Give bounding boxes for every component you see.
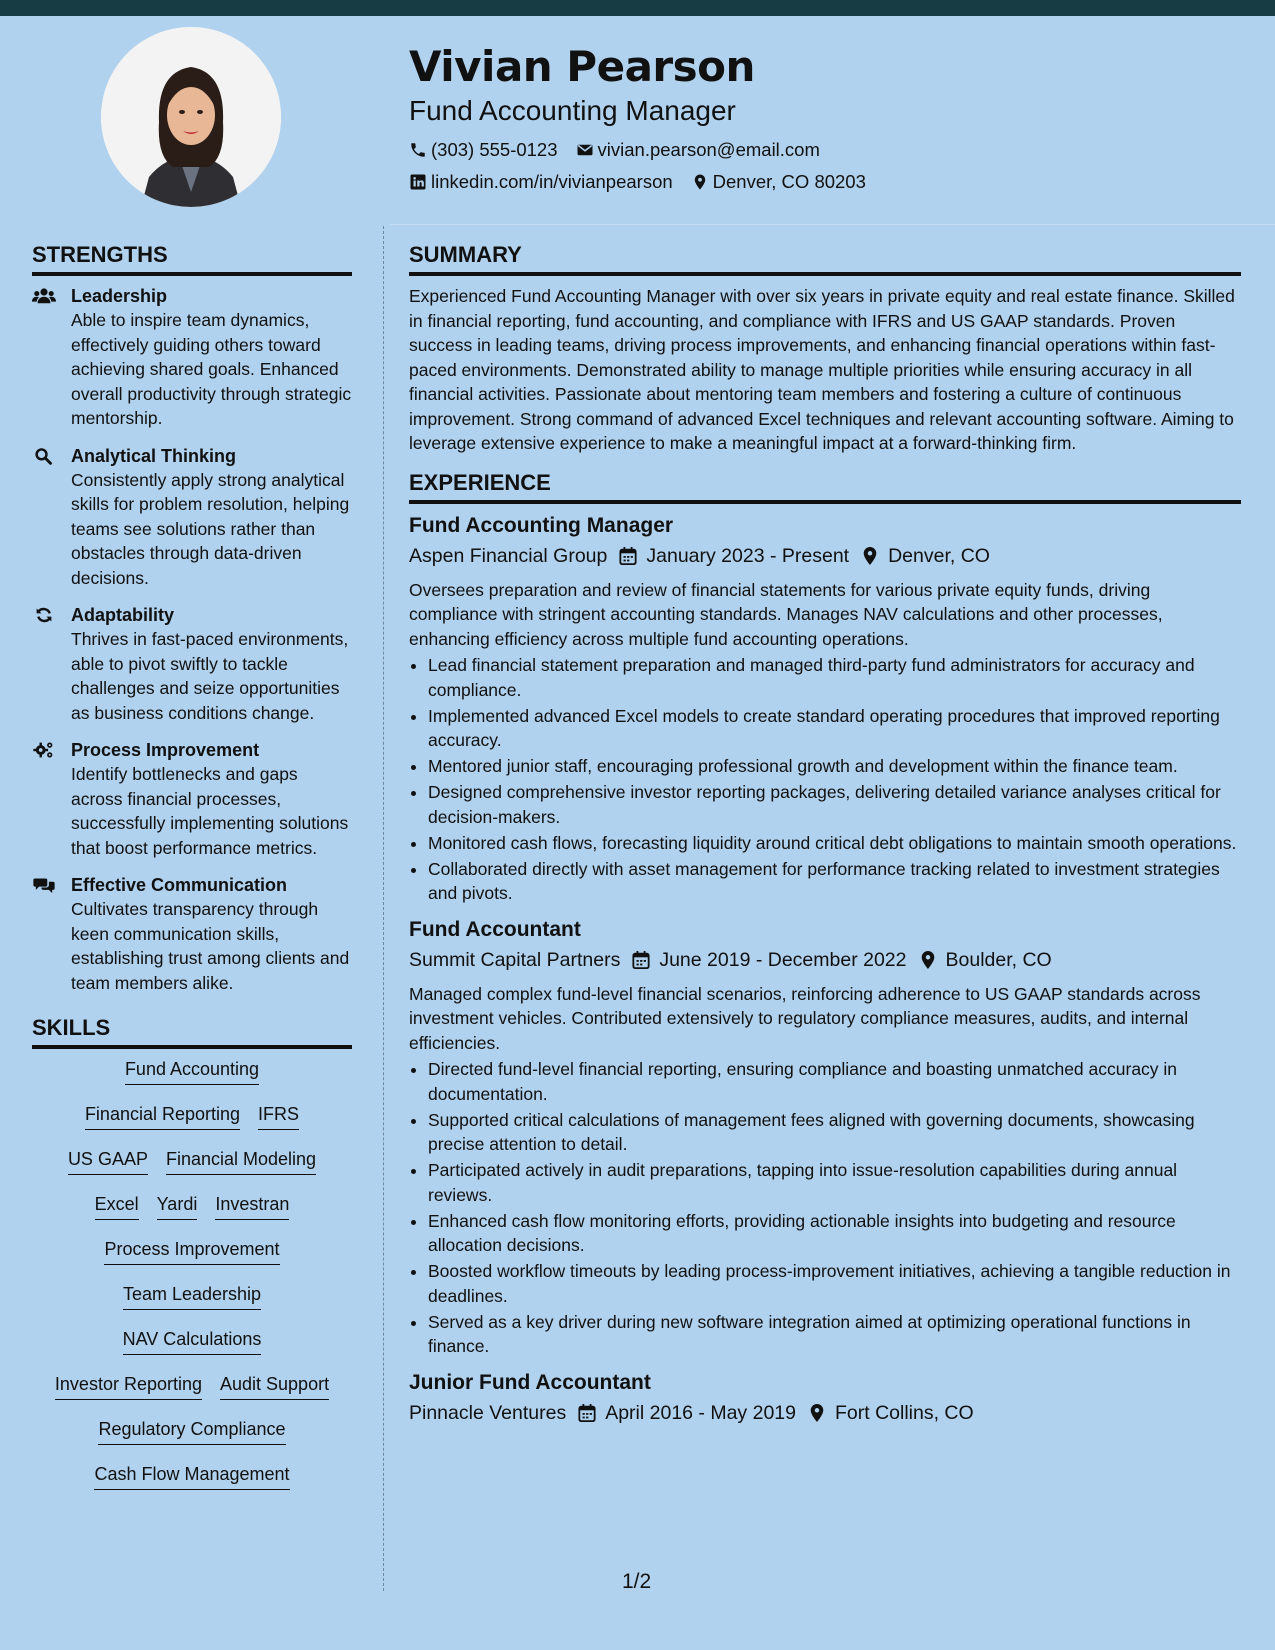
skills-list bbox=[32, 1057, 352, 1507]
job-dates-group bbox=[619, 540, 849, 572]
left-column bbox=[32, 240, 352, 1507]
envelope-icon bbox=[576, 141, 594, 159]
search-icon bbox=[32, 447, 56, 465]
skill-row bbox=[32, 1417, 352, 1462]
strength-item bbox=[32, 603, 352, 725]
gears-icon bbox=[32, 741, 56, 759]
calendar-icon bbox=[578, 1403, 596, 1423]
summary-heading: SUMMARY bbox=[409, 242, 522, 267]
job-bullet: • Boosted workflow timeouts by leading process-improvement initiatives, achieving a tangible reduction in deadlines. bbox=[428, 1259, 1241, 1308]
phone-icon bbox=[409, 141, 427, 159]
job-entry bbox=[409, 916, 1241, 1359]
strengths-rule bbox=[32, 272, 352, 276]
strength-name: Process Improvement bbox=[71, 740, 260, 760]
experience-rule bbox=[409, 500, 1241, 504]
column-divider bbox=[383, 226, 384, 1591]
job-bullets bbox=[409, 653, 1241, 906]
job-title: Fund Accountant bbox=[409, 917, 581, 941]
job-meta bbox=[409, 944, 1241, 976]
strength-name: Adaptability bbox=[71, 605, 175, 625]
calendar-icon bbox=[632, 950, 650, 970]
job-bullet: • Participated actively in audit preparations, tapping into issue-resolution capabilities during annual reviews. bbox=[428, 1158, 1241, 1207]
summary-rule bbox=[409, 272, 1241, 276]
header-divider bbox=[390, 224, 1275, 225]
skill-tag: Cash Flow Management bbox=[94, 1462, 289, 1490]
users-icon bbox=[32, 287, 56, 305]
strength-name: Effective Communication bbox=[71, 875, 288, 895]
strength-desc: Cultivates transparency through keen communication skills, establishing trust among clients and team members alike. bbox=[71, 899, 350, 993]
sync-icon bbox=[32, 606, 56, 624]
contact-row-1 bbox=[409, 134, 1239, 166]
job-entry bbox=[409, 1369, 1241, 1429]
job-bullet: • Directed fund-level financial reporting, ensuring compliance and boasting unmatched accuracy in documentation. bbox=[428, 1057, 1241, 1106]
skill-tag: US GAAP bbox=[68, 1147, 148, 1175]
map-pin-icon bbox=[861, 546, 879, 566]
skill-tag: Team Leadership bbox=[123, 1282, 261, 1310]
experience-heading: EXPERIENCE bbox=[409, 469, 551, 495]
job-bullets bbox=[409, 1057, 1241, 1359]
skill-tag: Investran bbox=[215, 1192, 289, 1220]
job-bullet: • Collaborated directly with asset management for performance tracking related to investment strategies and pivots. bbox=[428, 857, 1241, 906]
strength-item bbox=[32, 284, 352, 431]
phone-contact bbox=[409, 134, 558, 166]
job-bullet: • Implemented advanced Excel models to create standard operating procedures that improved reporting accuracy. bbox=[428, 704, 1241, 753]
job-location: Fort Collins, CO bbox=[834, 1401, 974, 1424]
skill-row bbox=[32, 1462, 352, 1507]
job-bullet: • Served as a key driver during new software integration aimed at optimizing operational functions in finance. bbox=[428, 1310, 1241, 1359]
skill-tag: Financial Reporting bbox=[85, 1102, 240, 1130]
skills-heading: SKILLS bbox=[32, 1015, 111, 1040]
phone-text: (303) 555-0123 bbox=[431, 139, 558, 160]
job-location-group bbox=[919, 944, 1052, 976]
strength-item bbox=[32, 873, 352, 995]
comments-icon bbox=[32, 876, 56, 894]
skill-tag: Excel bbox=[95, 1192, 139, 1220]
page-number: 1/2 bbox=[622, 1570, 652, 1593]
job-bullet: • Designed comprehensive investor reporting packages, delivering detailed variance analyses critical for decision-makers. bbox=[428, 780, 1241, 829]
strength-desc: Consistently apply strong analytical skills for problem resolution, helping teams see solutions rather than obstacles through data-driven decisions. bbox=[71, 469, 350, 588]
job-location-group bbox=[808, 1397, 974, 1429]
strength-desc: Able to inspire team dynamics, effectively guiding others toward achieving shared goals. Enhanced overall productivity through strategic mentorship. bbox=[71, 310, 352, 428]
skill-tag: Yardi bbox=[157, 1192, 198, 1220]
job-dates-group bbox=[632, 944, 906, 976]
candidate-name: Vivian Pearson bbox=[409, 42, 755, 91]
job-bullet: • Enhanced cash flow monitoring efforts, providing actionable insights into budgeting and resource allocation decisions. bbox=[428, 1209, 1241, 1258]
job-dates: January 2023 - Present bbox=[646, 544, 850, 567]
profile-photo bbox=[101, 27, 281, 207]
map-pin-icon bbox=[808, 1403, 826, 1423]
linkedin-text[interactable]: linkedin.com/in/vivianpearson bbox=[431, 171, 673, 192]
job-location-group bbox=[861, 540, 990, 572]
job-bullet: • Monitored cash flows, forecasting liquidity around critical debt obligations to maintain smooth operations. bbox=[428, 831, 1241, 856]
skill-tag: IFRS bbox=[258, 1102, 299, 1130]
job-dates: June 2019 - December 2022 bbox=[659, 948, 907, 971]
location-text: Denver, CO 80203 bbox=[712, 171, 866, 192]
skill-row bbox=[32, 1057, 352, 1102]
skill-tag: Process Improvement bbox=[104, 1237, 279, 1265]
map-pin-icon bbox=[691, 173, 709, 191]
strength-desc: Identify bottlenecks and gaps across financial processes, successfully implementing solutions that boost performance metrics. bbox=[71, 764, 349, 858]
job-meta bbox=[409, 540, 1241, 572]
job-description: Managed complex fund-level financial scenarios, reinforcing adherence to US GAAP standards across investment vehicles. Contributed extensively to regulatory compliance measures, audits, and internal efficiencies. bbox=[409, 983, 1201, 1053]
skill-row bbox=[32, 1192, 352, 1237]
job-title: Fund Accounting Manager bbox=[409, 513, 674, 537]
map-pin-icon bbox=[919, 950, 937, 970]
strength-name: Analytical Thinking bbox=[71, 445, 237, 466]
job-entry bbox=[409, 512, 1241, 906]
job-company: Pinnacle Ventures bbox=[409, 1401, 567, 1424]
skill-tag: Fund Accounting bbox=[125, 1057, 259, 1085]
skill-tag: Audit Support bbox=[220, 1372, 329, 1400]
top-bar bbox=[0, 0, 1275, 16]
skill-tag: Financial Modeling bbox=[166, 1147, 316, 1175]
skill-row bbox=[32, 1372, 352, 1417]
job-company: Summit Capital Partners bbox=[409, 948, 621, 971]
summary-text: Experienced Fund Accounting Manager with over six years in private equity and real estate finance. Skilled in financial reporting, fund accounting, and compliance with IFRS and US GAAP standards. Proven success in leading teams, driving process improvements, and enhancing financial operations within fast-paced environments. Demonstrated ability to manage multiple priorities while ensuring accuracy in all financial activities. Passionate about mentoring team members and fostering a culture of continuous improvement. Strong command of advanced Excel techniques and relevant accounting software. Aiming to leverage extensive experience to make a meaningful impact at a forward-thinking firm. bbox=[409, 286, 1235, 453]
email-text[interactable]: vivian.pearson@email.com bbox=[597, 139, 820, 160]
job-dates: April 2016 - May 2019 bbox=[605, 1401, 796, 1424]
skill-row bbox=[32, 1102, 352, 1147]
candidate-title: Fund Accounting Manager bbox=[409, 95, 736, 126]
strength-item bbox=[32, 738, 352, 860]
job-title: Junior Fund Accountant bbox=[409, 1370, 651, 1394]
skill-tag: Investor Reporting bbox=[55, 1372, 202, 1400]
job-dates-group bbox=[578, 1397, 796, 1429]
job-location: Boulder, CO bbox=[945, 948, 1052, 971]
job-location: Denver, CO bbox=[888, 544, 990, 567]
strengths-heading: STRENGTHS bbox=[32, 242, 168, 267]
skill-tag: Regulatory Compliance bbox=[98, 1417, 285, 1445]
linkedin-contact[interactable] bbox=[409, 166, 673, 198]
calendar-icon bbox=[619, 546, 637, 566]
skill-tag: NAV Calculations bbox=[123, 1327, 262, 1355]
strength-name: Leadership bbox=[71, 286, 168, 306]
email-contact[interactable] bbox=[576, 134, 820, 166]
resume-header bbox=[409, 40, 1239, 198]
strength-item bbox=[32, 444, 352, 591]
job-bullet: • Mentored junior staff, encouraging professional growth and development within the finance team. bbox=[428, 754, 1241, 779]
contact-row-2 bbox=[409, 166, 1239, 198]
skill-row bbox=[32, 1327, 352, 1372]
job-description: Oversees preparation and review of financial statements for various private equity funds, driving compliance with stringent accounting standards. Manages NAV calculations and other processes, enhancing efficiency across multiple fund accounting operations. bbox=[409, 579, 1163, 649]
job-bullet: • Supported critical calculations of management fees aligned with governing documents, showcasing precise attention to detail. bbox=[428, 1108, 1241, 1157]
skills-rule bbox=[32, 1045, 352, 1049]
job-bullet: • Lead financial statement preparation and managed third-party fund administrators for accuracy and compliance. bbox=[428, 653, 1241, 702]
job-company: Aspen Financial Group bbox=[409, 544, 608, 567]
job-meta bbox=[409, 1397, 1241, 1429]
strength-desc: Thrives in fast-paced environments, able to pivot swiftly to tackle challenges and seize opportunities as business conditions change. bbox=[71, 629, 349, 723]
skill-row bbox=[32, 1237, 352, 1282]
skill-row bbox=[32, 1147, 352, 1192]
right-column bbox=[409, 240, 1241, 1435]
skill-row bbox=[32, 1282, 352, 1327]
location-contact bbox=[691, 166, 866, 198]
linkedin-icon bbox=[409, 173, 427, 191]
